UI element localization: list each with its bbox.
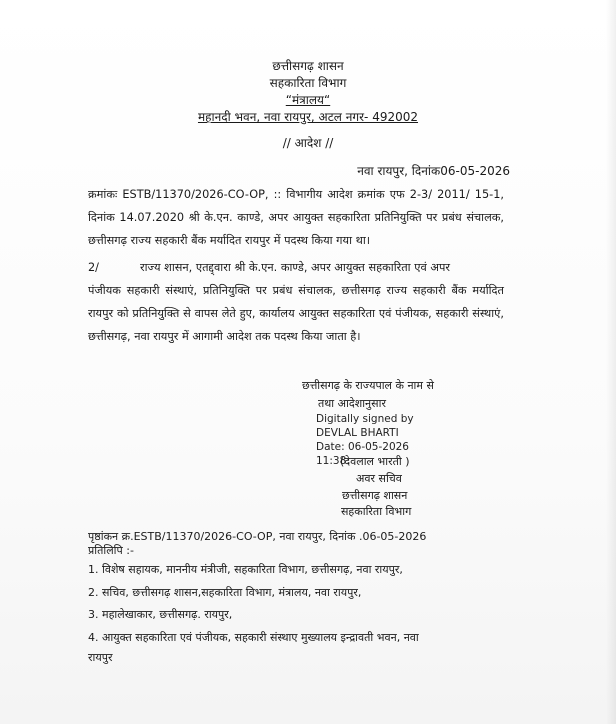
copy-item-4: 4. आयुक्त सहकारिता एवं पंजीयक, सहकारी संस्थाए मुख्यालय इन्द्रावती भवन, नवा bbox=[88, 631, 419, 644]
header-dept: सहकारिता विभाग bbox=[269, 76, 347, 90]
order-date: नवा रायपुर, दिनांक06-05-2026 bbox=[357, 164, 510, 178]
copy-label: प्रतिलिपि :- bbox=[88, 544, 134, 557]
order-title: // आदेश // bbox=[282, 136, 334, 150]
signature-line-2: तथा आदेशानुसार bbox=[318, 397, 386, 410]
endorsement-line: पृष्ठांकन क्र.ESTB/11370/2026-CO-OP, नवा रायपुर, दिनांक .06-05-2026 bbox=[88, 530, 427, 543]
digital-signature-time: 11:38: bbox=[316, 455, 350, 467]
signatory-designation: अवर सचिव bbox=[356, 472, 402, 485]
signatory-dept: सहकारिता विभाग bbox=[341, 505, 412, 518]
copy-item-2: 2. सचिव, छत्तीसगढ़ शासन,सहकारिता विभाग, मंत्रालय, नवा रायपुर, bbox=[88, 586, 362, 599]
paragraph-2-number: 2/ bbox=[88, 261, 99, 274]
paragraph-2-body: पंजीयक सहकारी संस्थाएं, प्रतिनियुक्ति पर प्रबंध संचालक, छत्तीसगढ़ राज्य सहकारी बैंक मर्यादित रायपुर को प्रतिनियुक्ति से वापस लेते हुए, कार्यालय आयुक्त सहकारिता एवं पंजीयक, सहकारी संस्थाएं, छत्तीसगढ़, नवा रायपुर में आगामी आदेश तक पदस्थ किया जाता है। bbox=[88, 284, 504, 343]
header-govt: छत्तीसगढ़ शासन bbox=[272, 59, 344, 73]
digital-signature-line-1: Digitally signed by bbox=[316, 413, 414, 425]
signature-line-1: छत्तीसगढ़ के राज्यपाल के नाम से bbox=[302, 379, 434, 392]
copy-item-1: 1. विशेष सहायक, माननीय मंत्रीजी, सहकारिता विभाग, छत्तीसगढ़, नवा रायपुर, bbox=[88, 563, 403, 576]
copy-item-3: 3. महालेखाकार, छत्तीसगढ़. रायपुर, bbox=[88, 608, 233, 621]
paragraph-2-first-line: राज्य शासन, एतद्द्वारा श्री के.एन. काण्डे, अपर आयुक्त सहकारिता एवं अपर bbox=[140, 261, 450, 274]
page-edge-shadow bbox=[606, 0, 616, 724]
digital-signature-date: Date: 06-05-2026 bbox=[316, 441, 409, 453]
paragraph-1: क्रमांकः ESTB/11370/2026-CO-OP, :: विभागीय आदेश क्रमांक एफ 2-3/ 2011/ 15-1, दिनांक 14.07.2020 श्री के.एन. काण्डे, अपर आयुक्त सहकारिता प्रतिनियुक्ति पर प्रबंध संचालक, छत्तीसगढ़ राज्य सहकारी बैंक मर्यादित रायपुर में पदस्थ किया गया था। bbox=[88, 188, 504, 247]
signatory-govt: छत्तीसगढ़ शासन bbox=[342, 489, 408, 502]
copy-item-4-continued: रायपुर bbox=[88, 651, 113, 664]
digital-signature-name: DEVLAL BHARTI bbox=[316, 427, 399, 439]
header-mantralaya: “मंत्रालय“ bbox=[285, 93, 331, 107]
header-address: महानदी भवन, नवा रायपुर, अटल नगर- 492002 bbox=[197, 110, 419, 124]
signatory-name: (देवलाल भारती ) bbox=[340, 455, 410, 468]
